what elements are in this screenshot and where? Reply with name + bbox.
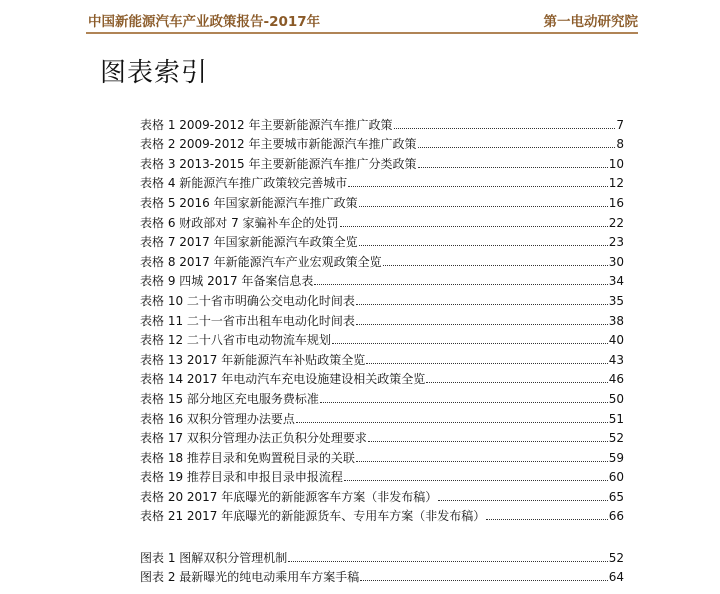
table-index-entry-page-number: 23 [608, 235, 624, 250]
table-index-entry[interactable] [140, 367, 624, 387]
table-index-entry-page-number: 66 [608, 509, 624, 524]
table-index-entry-page-number: 7 [616, 117, 624, 132]
dot-leader [383, 265, 608, 266]
dot-leader [418, 167, 608, 168]
table-index-entry-page-number: 30 [608, 254, 624, 269]
dot-leader [359, 206, 608, 207]
table-index-entry[interactable] [140, 484, 624, 504]
figures-index [140, 545, 624, 584]
figure-index-entry-page-number: 52 [608, 550, 624, 565]
publisher-name: 第一电动研究院 [543, 14, 638, 30]
dot-leader [356, 461, 608, 462]
table-index-entry-label: 表格 20 2017 年底曝光的新能源客车方案（非发布稿） [140, 489, 438, 504]
table-index-entry-label: 表格 14 2017 年电动汽车充电设施建设相关政策全览 [140, 372, 426, 387]
figure-index-entry-label: 图表 1 图解双积分管理机制 [140, 550, 288, 565]
table-index-entry-page-number: 12 [608, 176, 624, 191]
table-index-entry-page-number: 40 [608, 333, 624, 348]
dot-leader [360, 580, 607, 581]
table-index-entry-label: 表格 15 部分地区充电服务费标准 [140, 391, 319, 406]
dot-leader [356, 304, 608, 305]
table-index-entry-page-number: 16 [608, 195, 624, 210]
table-index-entry-label: 表格 6 财政部对 7 家骗补车企的处罚 [140, 215, 339, 230]
table-index-entry-page-number: 50 [608, 391, 624, 406]
table-index-entry[interactable] [140, 445, 624, 465]
table-index-entry[interactable] [140, 465, 624, 485]
table-index-entry-page-number: 43 [608, 352, 624, 367]
table-index-entry-page-number: 34 [608, 274, 624, 289]
table-index-entry[interactable] [140, 151, 624, 171]
figure-index-entry[interactable] [140, 545, 624, 565]
table-index-entry-page-number: 59 [608, 450, 624, 465]
dot-leader [356, 324, 608, 325]
table-index-entry-label: 表格 8 2017 年新能源汽车产业宏观政策全览 [140, 254, 382, 269]
table-index-entry-label: 表格 21 2017 年底曝光的新能源货车、专用车方案（非发布稿） [140, 509, 486, 524]
tables-index [140, 112, 624, 523]
table-index-entry[interactable] [140, 288, 624, 308]
table-index-entry[interactable] [140, 230, 624, 250]
table-index-entry[interactable] [140, 406, 624, 426]
table-index-entry[interactable] [140, 386, 624, 406]
table-index-entry-label: 表格 7 2017 年国家新能源汽车政策全览 [140, 235, 358, 250]
table-index-entry-label: 表格 10 二十省市明确公交电动化时间表 [140, 293, 355, 308]
table-index-entry-label: 表格 19 推荐目录和申报目录申报流程 [140, 470, 343, 485]
table-index-entry-label: 表格 11 二十一省市出租车电动化时间表 [140, 313, 355, 328]
table-index-entry[interactable] [140, 249, 624, 269]
page-header [86, 8, 638, 30]
figure-index-entry[interactable] [140, 565, 624, 585]
dot-leader [340, 226, 608, 227]
table-index-entry[interactable] [140, 308, 624, 328]
table-index-entry[interactable] [140, 132, 624, 152]
table-index-entry[interactable] [140, 112, 624, 132]
table-index-entry[interactable] [140, 328, 624, 348]
header-rule [86, 32, 638, 34]
dot-leader [359, 245, 608, 246]
table-index-entry-label: 表格 4 新能源汽车推广政策较完善城市 [140, 176, 348, 191]
table-index-entry-page-number: 22 [608, 215, 624, 230]
table-index-entry-label: 表格 1 2009-2012 年主要新能源汽车推广政策 [140, 117, 393, 132]
dot-leader [438, 500, 607, 501]
table-index-entry[interactable] [140, 171, 624, 191]
table-index-entry-page-number: 35 [608, 293, 624, 308]
table-index-entry[interactable] [140, 426, 624, 446]
table-index-entry-page-number: 10 [608, 156, 624, 171]
table-index-entry-label: 表格 16 双积分管理办法要点 [140, 411, 295, 426]
table-index-entry-label: 表格 13 2017 年新能源汽车补贴政策全览 [140, 352, 366, 367]
table-index-entry-page-number: 60 [608, 470, 624, 485]
dot-leader [368, 441, 608, 442]
table-index-entry-page-number: 38 [608, 313, 624, 328]
table-index-entry-page-number: 65 [608, 489, 624, 504]
table-index-entry-label: 表格 5 2016 年国家新能源汽车推广政策 [140, 195, 358, 210]
table-index-entry[interactable] [140, 190, 624, 210]
dot-leader [426, 382, 607, 383]
table-index-entry[interactable] [140, 210, 624, 230]
dot-leader [348, 186, 607, 187]
dot-leader [320, 402, 608, 403]
dot-leader [394, 128, 616, 129]
dot-leader [344, 480, 608, 481]
table-index-entry[interactable] [140, 269, 624, 289]
dot-leader [288, 561, 607, 562]
table-index-entry-label: 表格 18 推荐目录和免购置税目录的关联 [140, 450, 355, 465]
dot-leader [314, 284, 607, 285]
dot-leader [486, 519, 607, 520]
table-index-entry-page-number: 51 [608, 411, 624, 426]
table-index-entry-label: 表格 3 2013-2015 年主要新能源汽车推广分类政策 [140, 156, 417, 171]
figure-index-entry-label: 图表 2 最新曝光的纯电动乘用车方案手稿 [140, 570, 360, 585]
table-index-entry-label: 表格 2 2009-2012 年主要城市新能源汽车推广政策 [140, 137, 417, 152]
page-title: 图表索引 [100, 58, 209, 88]
figure-index-entry-page-number: 64 [608, 570, 624, 585]
table-index-entry[interactable] [140, 504, 624, 524]
table-index-entry-page-number: 46 [608, 372, 624, 387]
report-title: 中国新能源汽车产业政策报告-2017年 [88, 14, 321, 30]
dot-leader [366, 363, 607, 364]
table-index-entry-page-number: 52 [608, 431, 624, 446]
dot-leader [296, 422, 608, 423]
table-index-entry[interactable] [140, 347, 624, 367]
table-index-entry-page-number: 8 [616, 137, 624, 152]
table-index-entry-label: 表格 12 二十八省市电动物流车规划 [140, 333, 331, 348]
dot-leader [418, 147, 616, 148]
table-index-entry-label: 表格 17 双积分管理办法正负积分处理要求 [140, 431, 367, 446]
dot-leader [332, 343, 608, 344]
table-index-entry-label: 表格 9 四城 2017 年备案信息表 [140, 274, 314, 289]
